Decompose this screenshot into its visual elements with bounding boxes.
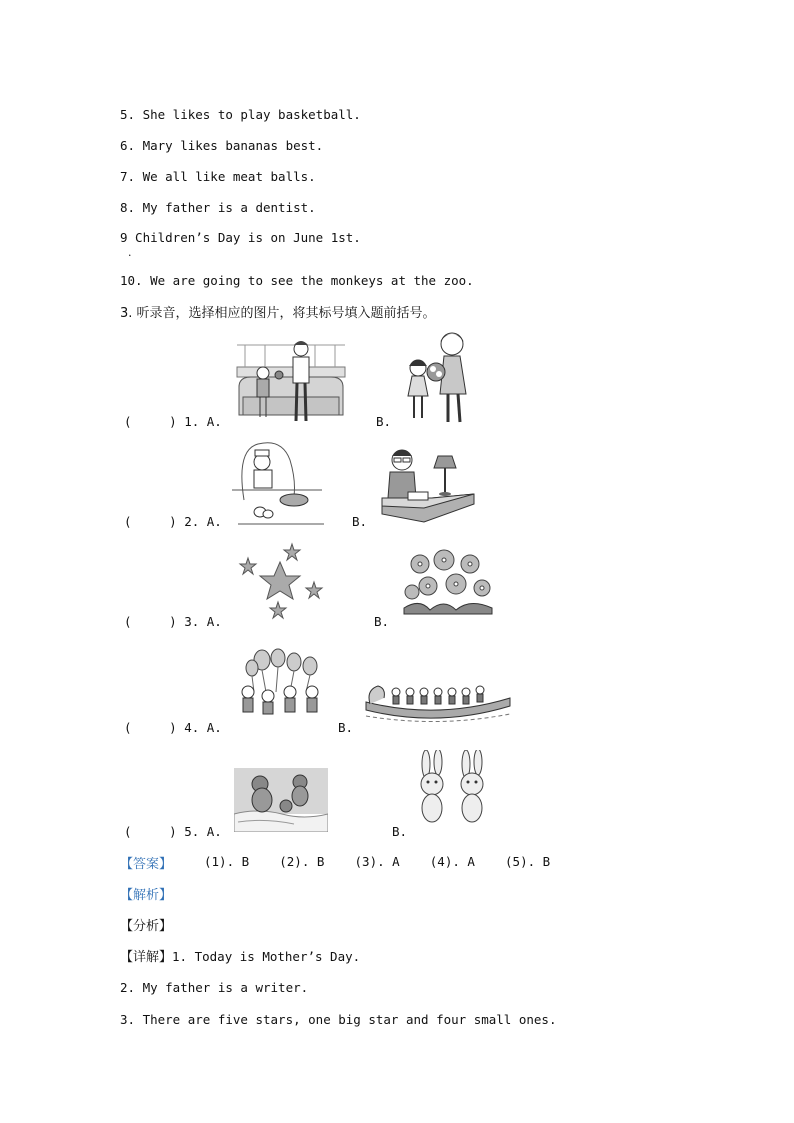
question-1-prefix: ( ) 1. A.	[124, 414, 222, 429]
flowers-picture	[400, 548, 496, 620]
question-5-prefix: ( ) 5. A.	[124, 824, 222, 839]
dictation-line-7: 7. We all like meat balls.	[120, 169, 316, 184]
man-writing-picture	[378, 442, 476, 524]
detail-text-1: 1. Today is Mother’s Day.	[172, 949, 361, 964]
chef-cooking-picture	[232, 440, 326, 526]
children-with-balloons-picture	[232, 648, 332, 724]
dictation-line-9: 9 Children’s Day is on June 1st.	[120, 230, 361, 245]
section3-instruction: 3. 听录音，选择相应的图片，将其标号填入题前括号。	[120, 306, 436, 321]
question-2-prefix: ( ) 2. A.	[124, 514, 222, 529]
analysis-label: 【解析】	[120, 888, 173, 903]
dictation-line-8: 8. My father is a dentist.	[120, 200, 316, 215]
five-stars-picture	[234, 540, 326, 626]
monkeys-picture	[234, 768, 328, 832]
dictation-line-10: 10. We are going to see the monkeys at the zoo.	[120, 273, 474, 288]
question-3-option-b: B.	[374, 614, 390, 629]
detail-line-3: 3. There are five stars, one big star and four small ones.	[120, 1012, 557, 1027]
detail-label: 【详解】	[120, 950, 173, 965]
question-1-option-b: B.	[376, 414, 392, 429]
dragon-boat-picture	[364, 668, 512, 724]
question-3-prefix: ( ) 3. A.	[124, 614, 222, 629]
detail-line-2: 2. My father is a writer.	[120, 980, 309, 995]
stray-dot: ·	[128, 249, 132, 262]
fenxi-label: 【分析】	[120, 919, 173, 934]
question-5-option-b: B.	[392, 824, 408, 839]
answer-label: 【答案】	[120, 857, 173, 872]
dictation-line-6: 6. Mary likes bananas best.	[120, 138, 324, 153]
family-on-sofa-picture	[235, 337, 347, 425]
detail-line-1	[120, 946, 360, 965]
question-4-prefix: ( ) 4. A.	[124, 720, 222, 735]
child-giving-flowers-picture	[400, 330, 480, 426]
question-4-option-b: B.	[338, 720, 354, 735]
question-2-option-b: B.	[352, 514, 368, 529]
dictation-line-5: 5. She likes to play basketball.	[120, 107, 361, 122]
answer-text: (1). B (2). B (3). A (4). A (5). B	[204, 854, 551, 869]
two-rabbits-picture	[412, 750, 494, 830]
